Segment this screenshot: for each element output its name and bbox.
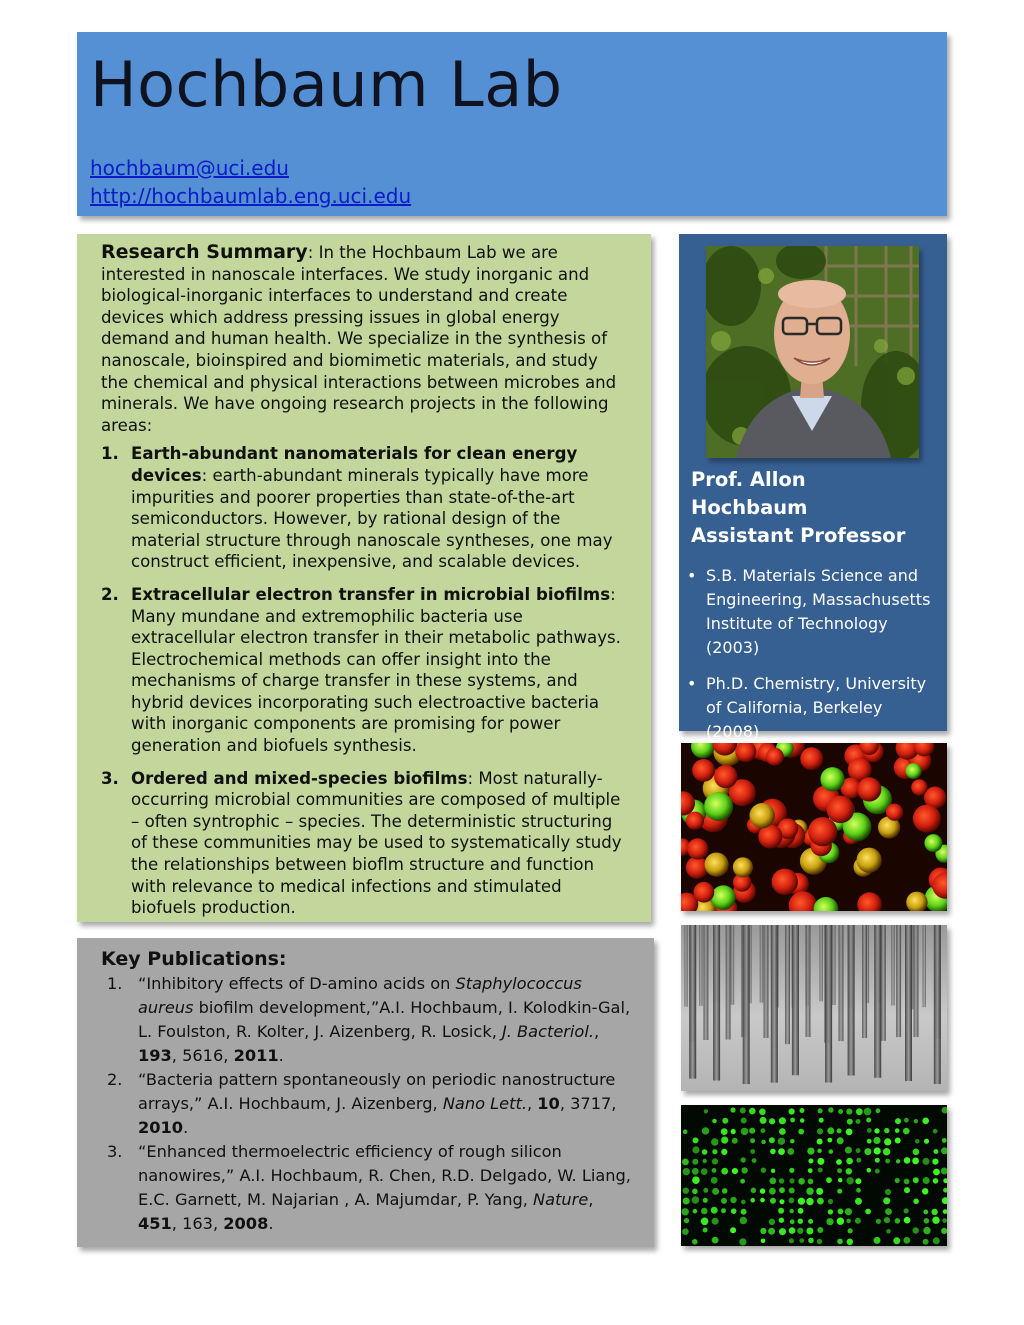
publication-item (101, 1140, 636, 1236)
profile-panel (679, 234, 947, 741)
publication-journal: Nature (533, 1190, 589, 1209)
education-item (687, 672, 939, 744)
header-banner (77, 32, 947, 216)
publication-species: Staphylococcus aureus (138, 974, 582, 1017)
professor-name-block (691, 466, 941, 550)
publication-volume: 451 (138, 1214, 172, 1233)
publication-item (101, 972, 636, 1068)
professor-photo (706, 246, 919, 458)
publication-journal: Nano Lett. (442, 1094, 527, 1113)
publication-text: “Bacteria pattern spontaneously on periodic nanostructure arrays,” A.I. Hochbaum, J. Aizenberg, (138, 1070, 616, 1113)
research-summary-panel (77, 234, 651, 922)
research-summary-text (101, 242, 629, 930)
education-item (687, 564, 939, 660)
research-area-item (101, 584, 629, 757)
research-area-item (101, 768, 629, 919)
research-summary-intro: : In the Hochbaum Lab we are interested in nanoscale interfaces. We study inorganic and biological-inorganic interfaces to understand and create devices which address pressing issues in global energy demand and human health. We specialize in the synthesis of nanoscale, bioinspired and biomimetic materials, and study the chemical and physical interactions between microbes and minerals. We have ongoing research projects in the following areas: (101, 243, 617, 435)
professor-first-name: Prof. Allon (691, 468, 806, 491)
publications-heading: Key Publications: (101, 948, 287, 970)
publication-text: . (183, 1118, 189, 1137)
mixed-biofilm-micrograph (681, 743, 947, 911)
email-link[interactable]: hochbaum@uci.edu (90, 156, 289, 180)
publication-year: 2010 (138, 1118, 184, 1137)
research-area-title: Extracellular electron transfer in microbial biofilms (131, 584, 611, 604)
publication-year: 2008 (223, 1214, 269, 1233)
publication-text: , 5616, (171, 1046, 234, 1065)
research-area-description: : earth-abundant minerals typically have more impurities and poorer properties than state-of-the-art semiconductors. However, by rational design of the material structure through nanoscale syntheses, one may construct efficient, inexpensive, and scalable devices. (131, 465, 613, 572)
research-area-title: Ordered and mixed-species biofilms (131, 768, 468, 788)
research-area-description: : Most naturally-occurring microbial communities are composed of multiple – often syntrophic – species. The deterministic structuring of these communities may be used to systematically study the relationships between bioflm structure and function with relevance to medical infections and stimulated biofuels production. (131, 768, 622, 918)
publication-number: 2. (107, 1070, 123, 1089)
research-summary-heading: Research Summary (101, 241, 308, 263)
education-list (687, 564, 939, 756)
publication-text: , 3717, (559, 1094, 617, 1113)
publication-number: 3. (107, 1142, 123, 1161)
publication-text: , (588, 1190, 594, 1209)
publication-item (101, 1068, 636, 1140)
publication-year: 2011 (233, 1046, 279, 1065)
publication-text: biofilm development,”A.I. Hochbaum, I. Kolodkin-Gal, L. Foulston, R. Kolter, J. Aizenberg, R. Losick, (138, 998, 631, 1041)
research-area-item (101, 443, 629, 573)
publication-text: , (593, 1022, 600, 1041)
publication-text: , (526, 1094, 538, 1113)
bullet-icon: • (687, 566, 697, 585)
publication-text: . (268, 1214, 274, 1233)
education-text: S.B. Materials Science and Engineering, Massachusetts Institute of Technology (2003) (706, 566, 931, 657)
professor-title: Assistant Professor (691, 524, 906, 547)
publication-text: , 163, (171, 1214, 224, 1233)
bacteria-pattern-fluorescence-image (681, 1105, 947, 1246)
publications-content (101, 946, 636, 1236)
publication-text: . (278, 1046, 284, 1065)
publication-journal: J. Bacteriol. (501, 1022, 594, 1041)
research-area-number: 2. (101, 584, 119, 604)
professor-last-name: Hochbaum (691, 496, 808, 519)
publication-volume: 10 (537, 1094, 560, 1113)
lab-title: Hochbaum Lab (90, 48, 563, 121)
publications-list (101, 972, 636, 1236)
publication-text: “Enhanced thermoelectric efficiency of rough silicon nanowires,” A.I. Hochbaum, R. Chen, R.D. Delgado, W. Liang, E.C. Garnett, M. Najarian , A. Majumdar, P. Yang, (138, 1142, 631, 1209)
publications-panel (77, 938, 654, 1247)
research-area-description: : Many mundane and extremophilic bacteria use extracellular electron transfer in their metabolic pathways. Electrochemical methods can offer insight into the mechanisms of charge transfer in these systems, and hybrid devices incorporating such electroactive bacteria with inorganic components are promising for power generation and biofuels synthesis. (131, 584, 621, 756)
website-link[interactable]: http://hochbaumlab.eng.uci.edu (90, 184, 412, 208)
research-areas-list (101, 443, 629, 918)
research-area-number: 3. (101, 768, 119, 788)
education-text: Ph.D. Chemistry, University of California, Berkeley (2008) (706, 674, 927, 741)
research-area-title: Earth-abundant nanomaterials for clean energy devices (131, 444, 578, 485)
publication-number: 1. (107, 974, 123, 993)
nanopillar-sem-image (681, 925, 947, 1091)
publication-volume: 193 (138, 1046, 172, 1065)
publication-text: “Inhibitory effects of D-amino acids on (138, 974, 456, 993)
bullet-icon: • (687, 674, 697, 693)
research-area-number: 1. (101, 444, 119, 464)
